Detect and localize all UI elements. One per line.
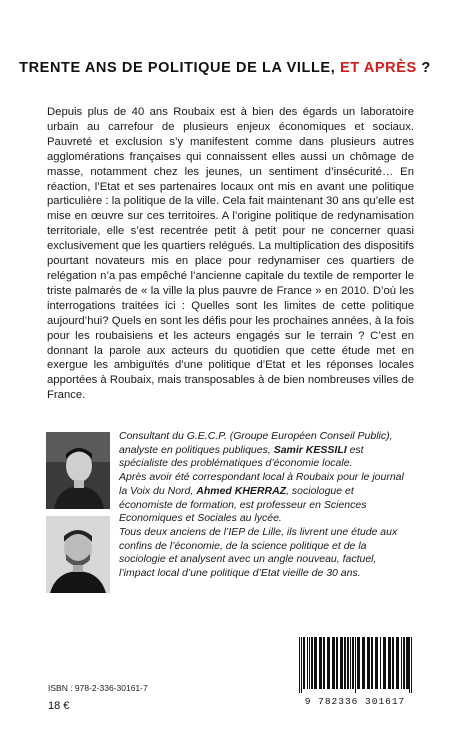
bio-text: , sociologue et économiste de formation, est professeur en Sciences Economiques et Sociales au lycée.	[119, 484, 367, 525]
bio-text: est spécialiste des problématiques d’économie locale.	[119, 443, 364, 470]
isbn-label: ISBN : 978-2-336-30161-7	[48, 683, 148, 693]
summary-paragraph: Depuis plus de 40 ans Roubaix est à bien des égards un laboratoire urbain au carrefour de plusieurs enjeux économiques et sociaux. Pauvreté et exclusion s’y manifestent comme dans plusieurs autres agglomérations françaises qui connaissent elles aussi un chômage de masse, notamment chez les jeunes, un sentiment d’insécurité… En réaction, l’Etat et ses partenaires locaux ont mis en avant une politique particulière : la politique de la ville. Cela fait maintenant 30 ans qu’elle est mise en œuvre sur ces territoires. A l’origine politique de redynamisation territoriale, elle s’est recentrée petit à petit pour ne concerner quasi exclusivement que les quartiers relégués. La multiplication des dispositifs pourtant novateurs mis en place pour redynamiser ces quartiers de relégation n’a pas empêché l’ancienne capitale du textile de remporter le triste palmarès de « la ville la plus pauvre de France » en 2010. D’où les interrogations traitées ici : Quelles sont les limites de cette politique aujourd’hui? Quels en sont les défis pour les prochaines années, à la fois pour les roubaisiens et les acteurs engagés sur le terrain ? C’est en donnant la parole aux acteurs du quotidien que cette étude met en exergue les ambiguïtés d’une politique d’Etat et les réponses locales apportées à Roubaix, mais transposables à de bien nombreuses villes de France.	[47, 106, 414, 402]
title-highlight: ET APRÈS	[339, 60, 417, 76]
bio-text: Consultant du G.E.C.P. (Groupe Européen Conseil Public), analyste en politiques publiques,	[119, 430, 393, 456]
author-name-2: Ahmed KHERRAZ	[196, 484, 287, 497]
book-title	[0, 60, 450, 76]
author-biographies	[119, 430, 409, 581]
bio-paragraph-2	[119, 471, 409, 526]
portrait-image-1	[46, 432, 110, 509]
price-label: 18 €	[48, 700, 70, 712]
author-name-1: Samir KESSILI	[273, 443, 347, 456]
bio-text: Après avoir été correspondant local à Roubaix pour le journal la Voix du Nord,	[119, 471, 404, 497]
title-question-mark: ?	[416, 60, 431, 76]
barcode-bars	[291, 635, 419, 695]
title-main: TRENTE ANS DE POLITIQUE DE LA VILLE,	[19, 60, 340, 76]
author-photo-2	[46, 516, 110, 593]
bio-paragraph-1	[119, 430, 409, 471]
portrait-image-2	[46, 516, 110, 593]
barcode	[291, 635, 419, 713]
bio-paragraph-3: Tous deux anciens de l’IEP de Lille, ils livrent une étude aux confins de l’économie, de la science politique et de la sociologie et analysent avec un angle nouveau, factuel, l’impact local d’une politique d’Etat vieille de 30 ans.	[119, 525, 398, 580]
author-photo-1	[46, 432, 110, 509]
back-cover-summary	[47, 105, 414, 403]
barcode-digits: 9 782336 301617	[304, 696, 406, 707]
